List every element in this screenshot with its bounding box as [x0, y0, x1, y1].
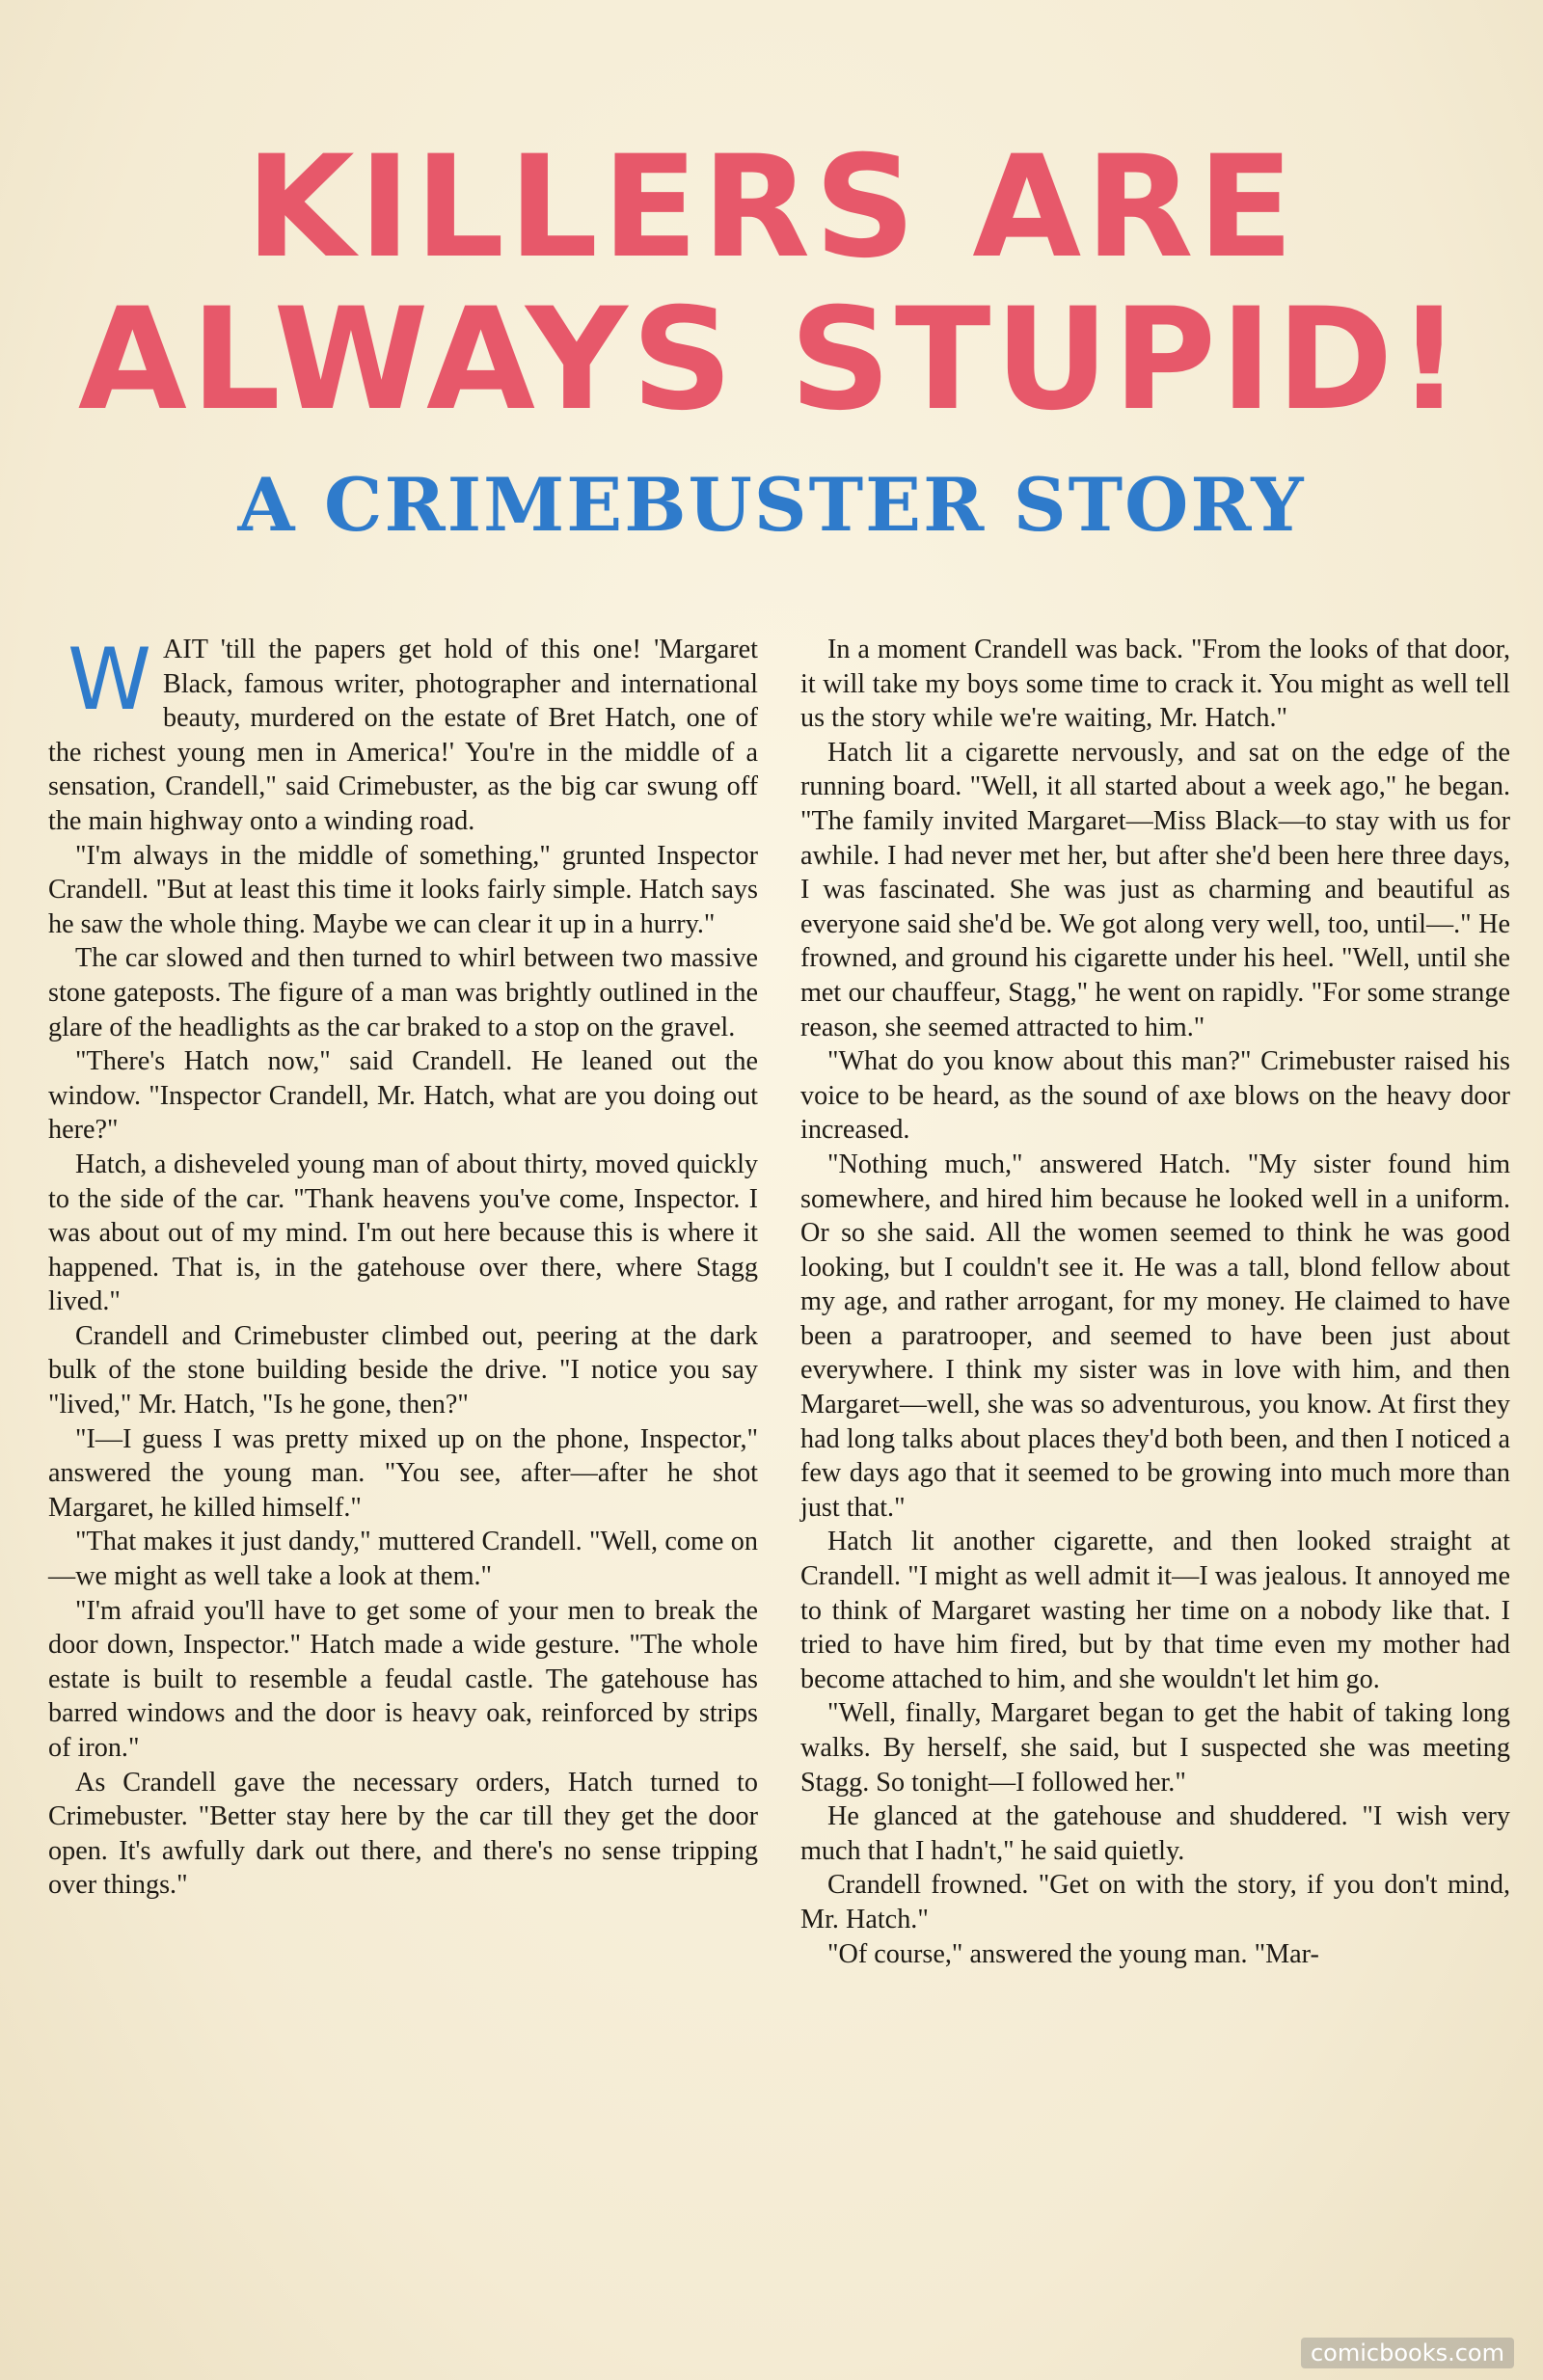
paragraph: Hatch lit another cigarette, and then looked straight at Crandell. "I might as well admit it—I was jealous. It annoyed me to think of Margaret wasting her time on a nobody like that. I tried to have him fired, but by that time even my mother had become attached to him, and she wouldn't let him go.: [800, 1527, 1510, 1694]
paragraph: "That makes it just dandy," muttered Crandell. "Well, come on—we might as well take a look at them.": [48, 1527, 758, 1592]
paragraph: [48, 630, 758, 839]
paragraph: "I'm afraid you'll have to get some of your men to break the door down, Inspector." Hatch made a wide gesture. "The whole estate is built to resemble a feudal castle. The gatehouse has barred windows and the door is heavy oak, reinforced by strips of iron.": [48, 1595, 758, 1763]
paragraph: Crandell frowned. "Get on with the story, if you don't mind, Mr. Hatch.": [800, 1870, 1510, 1934]
paragraph: "What do you know about this man?" Crimebuster raised his voice to be heard, as the sound of axe blows on the heavy door increased.: [800, 1046, 1510, 1146]
paragraph: Crandell and Crimebuster climbed out, peering at the dark bulk of the stone building beside the drive. "I notice you say "lived," Mr. Hatch, "Is he gone, then?": [48, 1320, 758, 1420]
headline-text: KILLERS ARE: [245, 125, 1298, 289]
drop-cap: W: [68, 630, 152, 729]
headline-line-1: [0, 125, 1543, 289]
paragraph: The car slowed and then turned to whirl between two massive stone gateposts. The figure of a man was brightly outlined in the glare of the headlights as the car braked to a stop on the gravel.: [48, 943, 758, 1042]
paragraph: "Well, finally, Margaret began to get the habit of taking long walks. By herself, she said, but I suspected she was meeting Stagg. So tonight—I followed her.": [800, 1698, 1510, 1798]
paragraph: "I—I guess I was pretty mixed up on the phone, Inspector," answered the young man. "You see, after—after he shot Margaret, he killed himself.": [48, 1423, 758, 1523]
headline-text: A CRIMEBUSTER STORY: [237, 462, 1306, 548]
site-watermark: comicbooks.com: [1301, 2338, 1514, 2368]
paragraph: In a moment Crandell was back. "From the looks of that door, it will take my boys some time to crack it. You might as well tell us the story while we're waiting, Mr. Hatch.": [800, 635, 1510, 734]
paragraph: As Crandell gave the necessary orders, Hatch turned to Crimebuster. "Better stay here by the car till they get the door open. It's awfully dark out there, and there's no sense tripping over things.": [48, 1767, 758, 1901]
paragraph: "Nothing much," answered Hatch. "My sister found him somewhere, and hired him because he looked well in a uniform. Or so she said. All the women seemed to think he was good looking, but I couldn't see it. He was a tall, blond fellow about my age, and rather arrogant, for my money. He claimed to have been a paratrooper, and seemed to have been just about everywhere. I think my sister was in love with him, and then Margaret—well, she was so adventurous, you know. At first they had long talks about places they'd both been, and then I noticed a few days ago that it seemed to be growing into much more than just that.": [800, 1149, 1510, 1523]
headline-line-2: [0, 278, 1543, 442]
paragraph: He glanced at the gatehouse and shuddered. "I wish very much that I hadn't," he said quietly.: [800, 1801, 1510, 1866]
text-column-left: [48, 630, 758, 1903]
paragraph: "There's Hatch now," said Crandell. He leaned out the window. "Inspector Crandell, Mr. Hatch, what are you doing out here?": [48, 1046, 758, 1146]
paragraph: Hatch lit a cigarette nervously, and sat on the edge of the running board. "Well, it all started about a week ago," he began. "The family invited Margaret—Miss Black—to stay with us for awhile. I had never met her, but after she'd been here three days, I was fascinated. She was just as charming and beautiful as everyone said she'd be. We got along very well, too, until—." He frowned, and ground his cigarette under his heel. "Well, until she met our chauffeur, Stagg," he went on rapidly. "For some strange reason, she seemed attracted to him.": [800, 737, 1510, 1042]
paragraph: "Of course," answered the young man. "Mar-: [827, 1938, 1319, 1969]
headline-text: ALWAYS STUPID!: [77, 278, 1466, 442]
paragraph: "I'm always in the middle of something," grunted Inspector Crandell. "But at least this time it looks fairly simple. Hatch says he saw the whole thing. Maybe we can clear it up in a hurry.": [48, 840, 758, 939]
paragraph-text: AIT 'till the papers get hold of this one! 'Margaret Black, famous writer, photographer and international beauty, murdered on the estate of Bret Hatch, one of the richest young men in America!' You're in the middle of a sensation, Crandell," said Crimebuster, as the big car swung off the main highway onto a winding road.: [48, 635, 758, 836]
paragraph: Hatch, a disheveled young man of about thirty, moved quickly to the side of the car. "Thank heavens you've come, Inspector. I was about out of my mind. I'm out here because this is where it happened. That is, in the gatehouse over there, where Stagg lived.": [48, 1149, 758, 1317]
story-subtitle: [0, 462, 1543, 548]
text-column-right: [800, 633, 1510, 1971]
